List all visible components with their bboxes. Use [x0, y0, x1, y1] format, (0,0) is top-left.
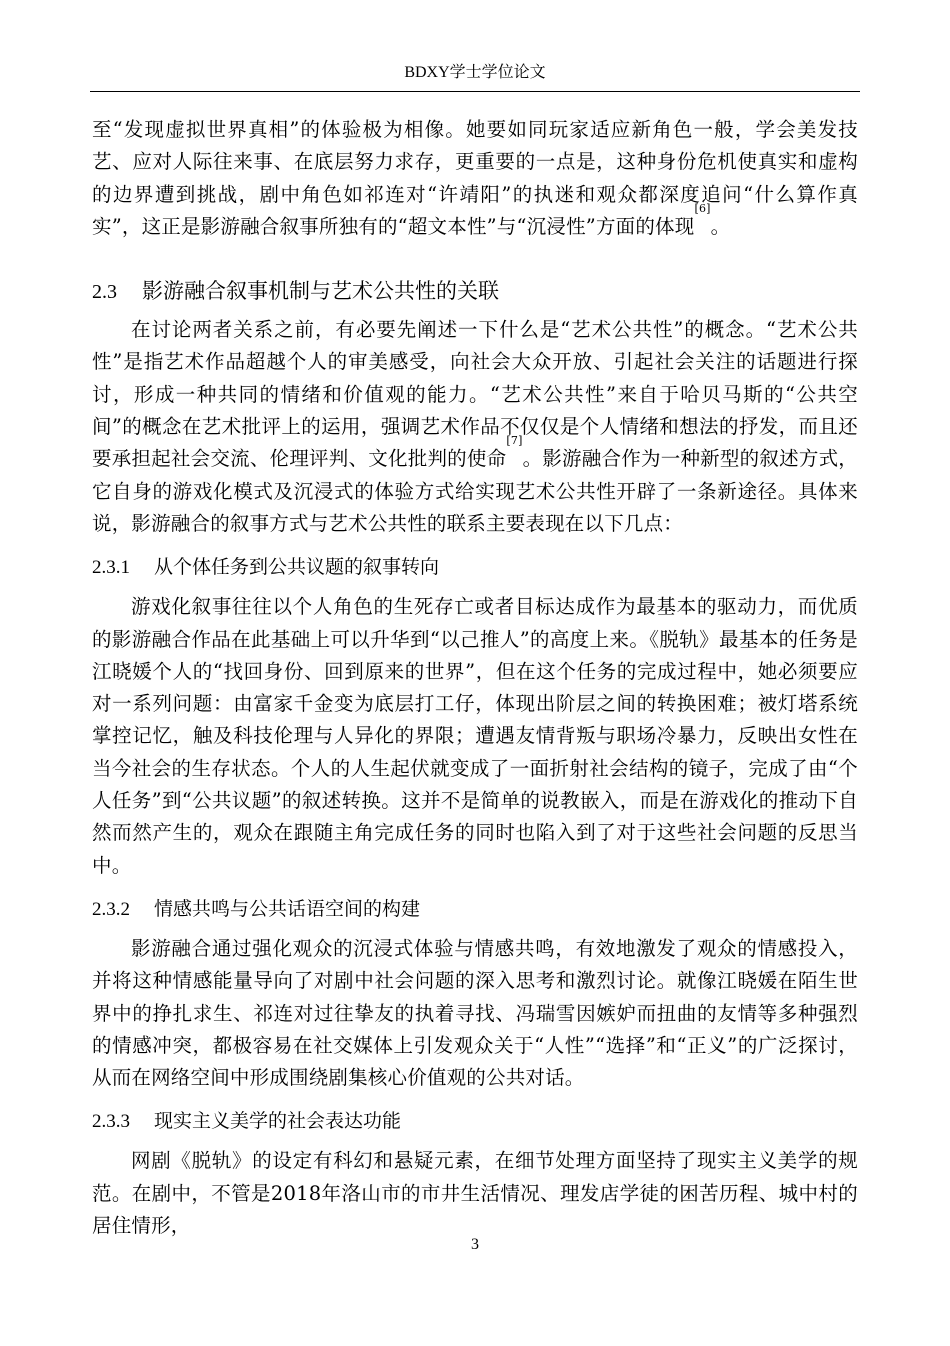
intro-end: 。	[710, 214, 731, 238]
page-body	[92, 114, 858, 1242]
section-2-3-2-paragraph: 影游融合通过强化观众的沉浸式体验与情感共鸣，有效地激发了观众的情感投入，并将这种情感能量导向了对剧中社会问题的深入思考和激烈讨论。就像江晓媛在陌生世界中的挣扎求生、祁连对过往挚友的执着寻找、冯瑞雪因嫉妒而扭曲的友情等多种强烈的情感冲突，都极容易在社交媒体上引发观众关于“人性”“选择”和“正义”的广泛探讨，从而在网络空间中形成围绕剧集核心价值观的公共对话。	[92, 936, 858, 1090]
section-number: 2.3	[92, 281, 117, 304]
citation-ref: [7]	[506, 434, 523, 448]
paragraph-text: 在讨论两者关系之前，有必要先阐述一下什么是“艺术公共性”的概念。“艺术公共性”是指艺术作品超越个人的审美感受，向社会大众开放、引起社会关注的话题进行探讨，形成一种共同的情绪和价值观的能力。“艺术公共性”来自于哈贝马斯的“公共空间”的概念在艺术批评上的运用，强调艺术作品不仅仅是个人情绪和想法的抒发，而且还要承担起社会交流、伦理评判、文化批判的使命	[92, 318, 858, 471]
section-title: 影游融合叙事机制与艺术公共性的关联	[142, 279, 499, 304]
section-heading-2-3	[92, 276, 858, 307]
section-2-3-paragraph	[92, 314, 858, 540]
citation-ref: [6]	[694, 201, 711, 215]
subsection-number: 2.3.1	[92, 557, 130, 579]
subsection-title: 现实主义美学的社会表达功能	[154, 1110, 402, 1133]
section-2-3-1-paragraph: 游戏化叙事往往以个人角色的生死存亡或者目标达成作为最基本的驱动力，而优质的影游融合作品在此基础上可以升华到“以己推人”的高度上来。《脱轨》最基本的任务是江晓媛个人的“找回身份、回到原来的世界”，但在这个任务的完成过程中，她必须要应对一系列问题：由富家千金变为底层打工仔，体现出阶层之间的转换困难；被灯塔系统掌控记忆，触及科技伦理与人异化的界限；遭遇友情背叛与职场冷暴力，反映出女性在当今社会的生存状态。个人的人生起伏就变成了一面折射社会结构的镜子，完成了由“个人任务”到“公共议题”的叙述转换。这并不是简单的说教嵌入，而是在游戏化的推动下自然而然产生的，观众在跟随主角完成任务的同时也陷入到了对于这些社会问题的反思当中。	[92, 595, 858, 877]
subsection-heading-2-3-2	[92, 895, 858, 924]
subsection-title: 情感共鸣与公共话语空间的构建	[154, 897, 421, 920]
intro-paragraph	[92, 114, 858, 243]
subsection-number: 2.3.3	[92, 1111, 130, 1133]
paragraph-text-continued: 。影游融合作为一种新型的叙述方式，它自身的游戏化模式及沉浸式的体验方式给实现艺术公共性开辟了一条新途径。具体来说，影游融合的叙事方式与艺术公共性的联系主要表现在以下几点：	[92, 447, 859, 535]
header-divider	[90, 91, 860, 92]
subsection-title: 从个体任务到公共议题的叙事转向	[154, 556, 440, 579]
subsection-heading-2-3-1	[92, 553, 858, 582]
subsection-number: 2.3.2	[92, 898, 130, 920]
intro-text: 至“发现虚拟世界真相”的体验极为相像。她要如同玩家适应新角色一般，学会美发技艺、应对人际往来事、在底层努力求存，更重要的一点是，这种身份危机使真实和虚构的边界遭到挑战，剧中角色如祁连对“许靖阳”的执迷和观众都深度追问“什么算作真实”，这正是影游融合叙事所独有的“超文本性”与“沉浸性”方面的体现	[92, 118, 858, 238]
page-number: 3	[471, 1236, 479, 1253]
page-header: BDXY学士学位论文	[404, 64, 546, 81]
subsection-heading-2-3-3	[92, 1107, 858, 1136]
section-2-3-3-paragraph: 网剧《脱轨》的设定有科幻和悬疑元素，在细节处理方面坚持了现实主义美学的规范。在剧中，不管是2018年洛山市的市井生活情况、理发店学徒的困苦历程、城中村的居住情形，	[92, 1149, 858, 1238]
